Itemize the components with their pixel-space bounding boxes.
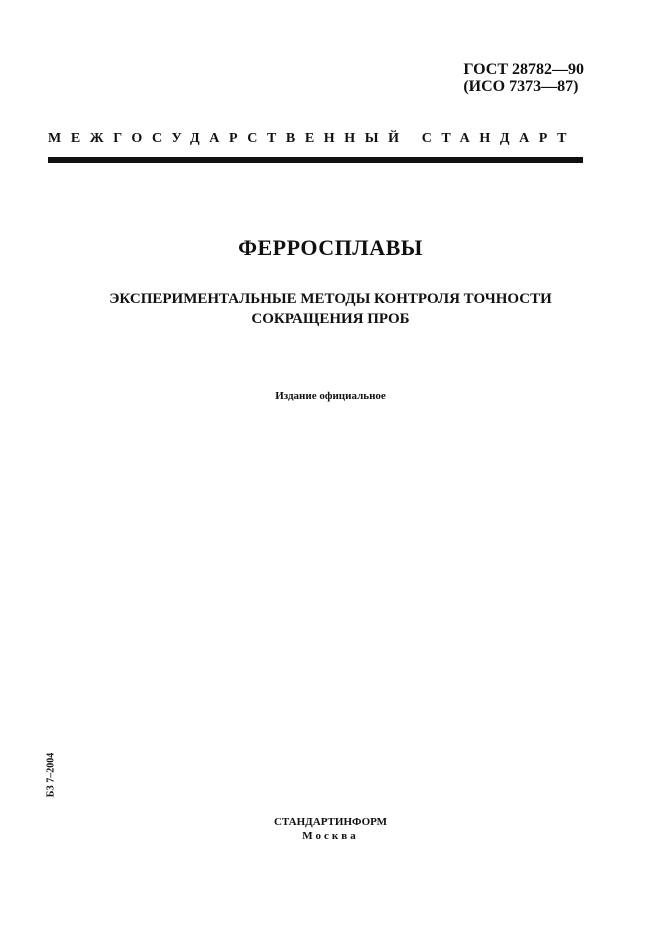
publisher-city: Москва (302, 830, 359, 842)
subtitle-line-1: ЭКСПЕРИМЕНТАЛЬНЫЕ МЕТОДЫ КОНТРОЛЯ ТОЧНОСТИ (109, 291, 552, 307)
gost-number: ГОСТ 28782—90 (463, 61, 584, 78)
standard-type-heading: МЕЖГОСУДАРСТВЕННЫЙ СТАНДАРТ (48, 131, 577, 146)
iso-number: (ИСО 7373—87) (463, 78, 579, 95)
header-divider (48, 157, 583, 163)
document-subtitle (0, 289, 661, 329)
document-code-block (463, 61, 584, 95)
subtitle-line-2: СОКРАЩЕНИЯ ПРОБ (251, 311, 410, 327)
edition-label: Издание официальное (275, 390, 386, 402)
side-code-label: БЗ 7–2004 (45, 752, 57, 798)
publisher-block (0, 815, 661, 843)
publisher-name: СТАНДАРТИНФОРМ (273, 816, 388, 828)
page-title: ФЕРРОСПЛАВЫ (238, 235, 423, 260)
side-code-block (42, 744, 60, 806)
